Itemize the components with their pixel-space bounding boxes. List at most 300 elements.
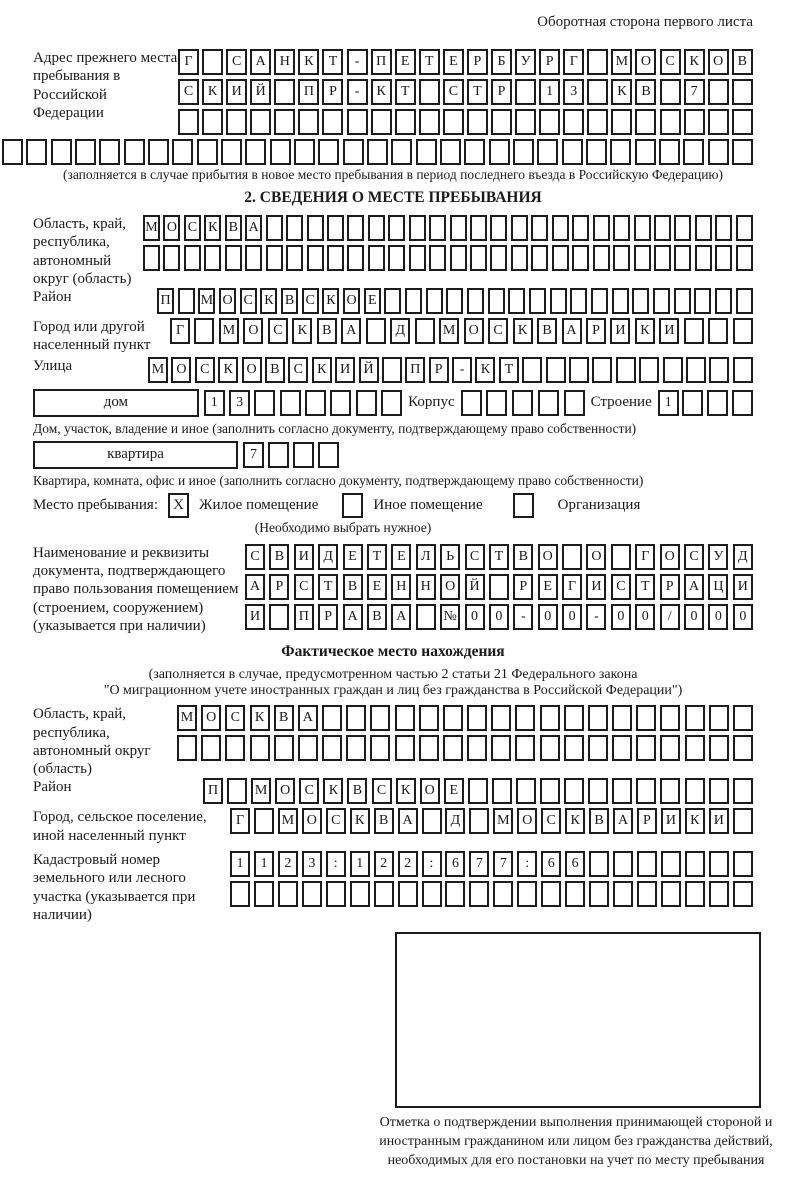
char-cell[interactable]: Е (444, 778, 464, 804)
char-cell[interactable] (564, 705, 584, 731)
char-cell[interactable] (202, 49, 223, 75)
char-cell[interactable] (540, 778, 560, 804)
char-cell[interactable]: Т (367, 544, 387, 570)
char-cell[interactable] (225, 735, 245, 761)
char-cell[interactable] (274, 109, 295, 135)
char-cell[interactable] (368, 245, 385, 271)
char-cell[interactable]: С (240, 288, 257, 314)
char-cell[interactable]: Г (178, 49, 199, 75)
char-cell[interactable] (733, 357, 753, 383)
char-cell[interactable]: М (611, 49, 632, 75)
char-cell[interactable] (637, 851, 657, 877)
char-cell[interactable] (660, 735, 680, 761)
char-cell[interactable]: Р (269, 574, 289, 600)
char-cell[interactable]: Й (465, 574, 485, 600)
char-cell[interactable]: : (326, 851, 346, 877)
char-cell[interactable]: 2 (278, 851, 298, 877)
char-cell[interactable] (254, 390, 275, 416)
char-cell[interactable] (570, 288, 587, 314)
char-cell[interactable]: Р (660, 574, 680, 600)
char-cell[interactable]: 0 (611, 604, 631, 630)
char-cell[interactable] (350, 881, 370, 907)
char-cell[interactable] (709, 357, 729, 383)
char-cell[interactable]: Р (513, 574, 533, 600)
char-cell[interactable] (467, 705, 487, 731)
char-cell[interactable]: К (635, 318, 655, 344)
char-cell[interactable] (366, 318, 386, 344)
char-cell[interactable] (511, 215, 528, 241)
char-cell[interactable]: - (586, 604, 606, 630)
char-cell[interactable]: Ь (440, 544, 460, 570)
char-cell[interactable] (26, 139, 47, 165)
char-cell[interactable]: Е (538, 574, 558, 600)
char-cell[interactable] (204, 245, 221, 271)
char-cell[interactable] (661, 851, 681, 877)
char-cell[interactable]: В (225, 215, 242, 241)
char-cell[interactable] (489, 139, 510, 165)
char-cell[interactable]: В (347, 778, 367, 804)
char-cell[interactable]: : (422, 851, 442, 877)
char-cell[interactable]: В (513, 544, 533, 570)
char-cell[interactable]: А (298, 705, 318, 731)
char-cell[interactable]: Е (391, 544, 411, 570)
char-cell[interactable]: 7 (243, 442, 264, 468)
char-cell[interactable] (381, 390, 402, 416)
char-cell[interactable]: В (265, 357, 285, 383)
char-cell[interactable] (266, 245, 283, 271)
char-cell[interactable] (177, 735, 197, 761)
char-cell[interactable] (467, 288, 484, 314)
char-cell[interactable]: Й (359, 357, 379, 383)
char-cell[interactable] (613, 215, 630, 241)
char-cell[interactable] (298, 735, 318, 761)
char-cell[interactable]: И (226, 79, 247, 105)
char-cell[interactable] (515, 735, 535, 761)
char-cell[interactable] (368, 215, 385, 241)
char-cell[interactable]: 6 (565, 851, 585, 877)
char-cell[interactable] (637, 881, 657, 907)
char-cell[interactable]: Н (274, 49, 295, 75)
char-cell[interactable] (565, 881, 585, 907)
char-cell[interactable]: Т (419, 49, 440, 75)
char-cell[interactable] (440, 139, 461, 165)
char-cell[interactable]: С (288, 357, 308, 383)
char-cell[interactable] (225, 245, 242, 271)
char-cell[interactable] (539, 109, 560, 135)
char-cell[interactable] (636, 705, 656, 731)
char-cell[interactable]: М (251, 778, 271, 804)
char-cell[interactable] (419, 735, 439, 761)
checkbox-organization[interactable] (513, 493, 534, 518)
char-cell[interactable] (450, 245, 467, 271)
char-cell[interactable]: П (298, 79, 319, 105)
char-cell[interactable] (202, 109, 223, 135)
char-cell[interactable] (537, 139, 558, 165)
char-cell[interactable]: С (488, 318, 508, 344)
char-cell[interactable] (572, 245, 589, 271)
char-cell[interactable] (686, 357, 706, 383)
char-cell[interactable] (416, 604, 436, 630)
char-cell[interactable]: Р (491, 79, 512, 105)
char-cell[interactable] (492, 778, 512, 804)
char-cell[interactable] (563, 109, 584, 135)
char-cell[interactable]: О (171, 357, 191, 383)
char-cell[interactable]: А (245, 574, 265, 600)
char-cell[interactable]: К (371, 79, 392, 105)
char-cell[interactable] (327, 215, 344, 241)
char-cell[interactable] (327, 245, 344, 271)
char-cell[interactable] (416, 139, 437, 165)
char-cell[interactable] (562, 139, 583, 165)
char-cell[interactable]: А (391, 604, 411, 630)
char-cell[interactable] (529, 288, 546, 314)
char-cell[interactable] (470, 215, 487, 241)
char-cell[interactable] (613, 881, 633, 907)
char-cell[interactable] (613, 851, 633, 877)
char-cell[interactable] (634, 215, 651, 241)
char-cell[interactable]: С (541, 808, 561, 834)
char-cell[interactable]: К (323, 778, 343, 804)
char-cell[interactable]: М (143, 215, 160, 241)
char-cell[interactable] (491, 109, 512, 135)
char-cell[interactable] (587, 79, 608, 105)
char-cell[interactable] (653, 288, 670, 314)
char-cell[interactable] (733, 778, 753, 804)
char-cell[interactable] (732, 79, 753, 105)
char-cell[interactable] (685, 851, 705, 877)
char-cell[interactable] (592, 357, 612, 383)
char-cell[interactable]: И (733, 574, 753, 600)
char-cell[interactable] (409, 215, 426, 241)
char-cell[interactable] (591, 288, 608, 314)
char-cell[interactable]: Р (467, 49, 488, 75)
char-cell[interactable]: 1 (230, 851, 250, 877)
char-cell[interactable] (490, 245, 507, 271)
char-cell[interactable] (517, 881, 537, 907)
char-cell[interactable]: С (302, 288, 319, 314)
char-cell[interactable] (491, 735, 511, 761)
char-cell[interactable]: Н (416, 574, 436, 600)
char-cell[interactable] (178, 109, 199, 135)
char-cell[interactable]: Д (445, 808, 465, 834)
char-cell[interactable] (684, 318, 704, 344)
char-cell[interactable]: Н (391, 574, 411, 600)
char-cell[interactable]: 0 (489, 604, 509, 630)
char-cell[interactable] (356, 390, 377, 416)
char-cell[interactable]: Т (322, 49, 343, 75)
char-cell[interactable]: И (659, 318, 679, 344)
char-cell[interactable] (636, 735, 656, 761)
char-cell[interactable] (422, 808, 442, 834)
char-cell[interactable]: И (586, 574, 606, 600)
char-cell[interactable] (274, 735, 294, 761)
char-cell[interactable] (143, 245, 160, 271)
char-cell[interactable] (682, 390, 703, 416)
char-cell[interactable]: О (242, 357, 262, 383)
char-cell[interactable]: С (684, 544, 704, 570)
char-cell[interactable]: Т (467, 79, 488, 105)
char-cell[interactable] (708, 79, 729, 105)
char-cell[interactable] (461, 390, 482, 416)
char-cell[interactable]: Т (395, 79, 416, 105)
char-cell[interactable] (660, 79, 681, 105)
checkbox-other-premises[interactable] (342, 493, 363, 518)
char-cell[interactable]: А (613, 808, 633, 834)
char-cell[interactable]: - (513, 604, 533, 630)
char-cell[interactable] (588, 735, 608, 761)
char-cell[interactable] (469, 808, 489, 834)
char-cell[interactable] (391, 139, 412, 165)
char-cell[interactable] (491, 705, 511, 731)
char-cell[interactable]: К (250, 705, 270, 731)
char-cell[interactable] (635, 139, 656, 165)
char-cell[interactable]: М (148, 357, 168, 383)
char-cell[interactable]: Т (635, 574, 655, 600)
char-cell[interactable] (683, 139, 704, 165)
char-cell[interactable]: К (611, 79, 632, 105)
char-cell[interactable]: С (245, 544, 265, 570)
char-cell[interactable] (450, 215, 467, 241)
char-cell[interactable]: С (178, 79, 199, 105)
char-cell[interactable] (445, 881, 465, 907)
char-cell[interactable]: Д (318, 544, 338, 570)
char-cell[interactable]: М (219, 318, 239, 344)
char-cell[interactable] (245, 139, 266, 165)
char-cell[interactable] (736, 245, 753, 271)
char-cell[interactable] (708, 318, 728, 344)
char-cell[interactable] (732, 390, 753, 416)
char-cell[interactable]: Р (429, 357, 449, 383)
checkbox-residential[interactable]: X (168, 493, 189, 518)
char-cell[interactable] (429, 215, 446, 241)
char-cell[interactable]: 0 (538, 604, 558, 630)
char-cell[interactable] (286, 215, 303, 241)
char-cell[interactable] (613, 245, 630, 271)
char-cell[interactable] (589, 851, 609, 877)
char-cell[interactable]: Р (318, 604, 338, 630)
char-cell[interactable] (429, 245, 446, 271)
char-cell[interactable]: 6 (541, 851, 561, 877)
char-cell[interactable]: Е (367, 574, 387, 600)
char-cell[interactable] (395, 735, 415, 761)
char-cell[interactable] (661, 881, 681, 907)
char-cell[interactable]: К (204, 215, 221, 241)
char-cell[interactable]: В (589, 808, 609, 834)
char-cell[interactable] (75, 139, 96, 165)
char-cell[interactable] (347, 109, 368, 135)
char-cell[interactable] (347, 245, 364, 271)
char-cell[interactable]: Ц (708, 574, 728, 600)
char-cell[interactable] (384, 288, 401, 314)
char-cell[interactable] (322, 735, 342, 761)
char-cell[interactable] (426, 288, 443, 314)
char-cell[interactable]: И (335, 357, 355, 383)
char-cell[interactable]: Р (322, 79, 343, 105)
char-cell[interactable]: 0 (733, 604, 753, 630)
char-cell[interactable] (634, 245, 651, 271)
char-cell[interactable]: К (396, 778, 416, 804)
char-cell[interactable] (564, 778, 584, 804)
char-cell[interactable] (610, 139, 631, 165)
char-cell[interactable]: С (184, 215, 201, 241)
char-cell[interactable] (611, 109, 632, 135)
char-cell[interactable] (422, 881, 442, 907)
char-cell[interactable] (388, 245, 405, 271)
char-cell[interactable]: 0 (708, 604, 728, 630)
char-cell[interactable] (541, 881, 561, 907)
char-cell[interactable] (270, 139, 291, 165)
char-cell[interactable] (293, 442, 314, 468)
char-cell[interactable] (99, 139, 120, 165)
char-cell[interactable]: П (371, 49, 392, 75)
char-cell[interactable]: У (708, 544, 728, 570)
char-cell[interactable]: С (226, 49, 247, 75)
char-cell[interactable] (659, 139, 680, 165)
char-cell[interactable]: 0 (562, 604, 582, 630)
char-cell[interactable] (488, 288, 505, 314)
char-cell[interactable]: В (317, 318, 337, 344)
char-cell[interactable] (419, 705, 439, 731)
char-cell[interactable] (736, 288, 753, 314)
char-cell[interactable]: Е (443, 49, 464, 75)
char-cell[interactable] (588, 778, 608, 804)
char-cell[interactable]: С (268, 318, 288, 344)
char-cell[interactable] (405, 288, 422, 314)
char-cell[interactable]: К (298, 49, 319, 75)
char-cell[interactable] (508, 288, 525, 314)
char-cell[interactable]: О (586, 544, 606, 570)
char-cell[interactable] (443, 735, 463, 761)
char-cell[interactable]: 7 (493, 851, 513, 877)
char-cell[interactable]: - (347, 79, 368, 105)
char-cell[interactable] (254, 881, 274, 907)
char-cell[interactable] (531, 245, 548, 271)
char-cell[interactable] (230, 881, 250, 907)
char-cell[interactable] (469, 881, 489, 907)
char-cell[interactable] (2, 139, 23, 165)
char-cell[interactable]: И (709, 808, 729, 834)
char-cell[interactable] (538, 390, 559, 416)
char-cell[interactable] (540, 705, 560, 731)
char-cell[interactable] (467, 109, 488, 135)
char-cell[interactable] (589, 881, 609, 907)
char-cell[interactable]: К (350, 808, 370, 834)
char-cell[interactable] (515, 79, 536, 105)
char-cell[interactable]: В (367, 604, 387, 630)
char-cell[interactable] (593, 245, 610, 271)
char-cell[interactable] (586, 139, 607, 165)
char-cell[interactable]: 1 (658, 390, 679, 416)
char-cell[interactable] (587, 109, 608, 135)
char-cell[interactable] (639, 357, 659, 383)
char-cell[interactable]: Г (170, 318, 190, 344)
char-cell[interactable]: А (562, 318, 582, 344)
char-cell[interactable]: Г (635, 544, 655, 570)
char-cell[interactable]: К (322, 288, 339, 314)
char-cell[interactable] (184, 245, 201, 271)
char-cell[interactable]: О (538, 544, 558, 570)
char-cell[interactable] (226, 109, 247, 135)
char-cell[interactable] (552, 215, 569, 241)
char-cell[interactable]: Р (586, 318, 606, 344)
char-cell[interactable] (636, 778, 656, 804)
char-cell[interactable] (515, 705, 535, 731)
char-cell[interactable] (269, 604, 289, 630)
char-cell[interactable] (148, 139, 169, 165)
char-cell[interactable] (663, 357, 683, 383)
char-cell[interactable]: М (198, 288, 215, 314)
char-cell[interactable] (632, 288, 649, 314)
char-cell[interactable]: О (163, 215, 180, 241)
char-cell[interactable] (515, 109, 536, 135)
char-cell[interactable] (201, 735, 221, 761)
char-cell[interactable] (612, 288, 629, 314)
char-cell[interactable] (732, 109, 753, 135)
char-cell[interactable] (587, 49, 608, 75)
char-cell[interactable]: Д (733, 544, 753, 570)
char-cell[interactable]: О (660, 544, 680, 570)
char-cell[interactable] (443, 109, 464, 135)
char-cell[interactable]: У (515, 49, 536, 75)
char-cell[interactable] (707, 390, 728, 416)
char-cell[interactable]: О (243, 318, 263, 344)
char-cell[interactable] (660, 109, 681, 135)
char-cell[interactable]: А (343, 604, 363, 630)
char-cell[interactable] (709, 705, 729, 731)
char-cell[interactable]: № (440, 604, 460, 630)
char-cell[interactable]: 3 (302, 851, 322, 877)
char-cell[interactable] (511, 245, 528, 271)
char-cell[interactable] (733, 705, 753, 731)
char-cell[interactable] (588, 705, 608, 731)
char-cell[interactable] (660, 705, 680, 731)
char-cell[interactable]: К (475, 357, 495, 383)
char-cell[interactable]: К (292, 318, 312, 344)
char-cell[interactable] (685, 881, 705, 907)
char-cell[interactable]: К (685, 808, 705, 834)
char-cell[interactable]: К (202, 79, 223, 105)
char-cell[interactable]: О (708, 49, 729, 75)
char-cell[interactable] (382, 357, 402, 383)
char-cell[interactable]: А (245, 215, 262, 241)
char-cell[interactable]: Е (364, 288, 381, 314)
char-cell[interactable]: О (302, 808, 322, 834)
char-cell[interactable] (660, 778, 680, 804)
char-cell[interactable] (715, 215, 732, 241)
char-cell[interactable] (446, 288, 463, 314)
char-cell[interactable]: М (177, 705, 197, 731)
char-cell[interactable]: И (661, 808, 681, 834)
char-cell[interactable] (398, 881, 418, 907)
char-cell[interactable] (736, 215, 753, 241)
char-cell[interactable] (322, 705, 342, 731)
char-cell[interactable] (280, 390, 301, 416)
char-cell[interactable]: 1 (254, 851, 274, 877)
char-cell[interactable]: К (260, 288, 277, 314)
char-cell[interactable] (709, 851, 729, 877)
char-cell[interactable]: 3 (563, 79, 584, 105)
char-cell[interactable]: 3 (229, 390, 250, 416)
char-cell[interactable] (468, 778, 488, 804)
char-cell[interactable] (178, 288, 195, 314)
char-cell[interactable] (346, 705, 366, 731)
char-cell[interactable] (197, 139, 218, 165)
char-cell[interactable] (419, 79, 440, 105)
char-cell[interactable] (250, 109, 271, 135)
char-cell[interactable] (552, 245, 569, 271)
char-cell[interactable]: Р (637, 808, 657, 834)
char-cell[interactable]: С (465, 544, 485, 570)
